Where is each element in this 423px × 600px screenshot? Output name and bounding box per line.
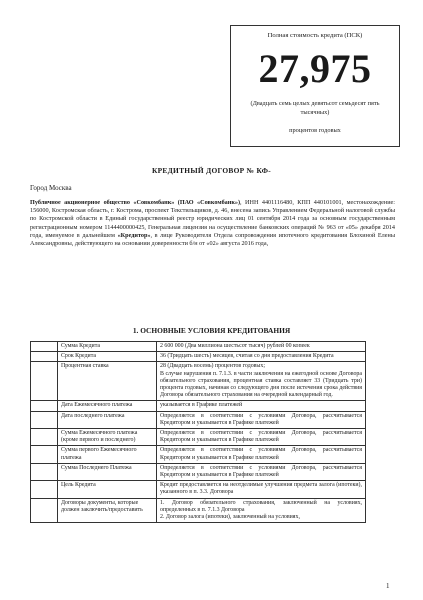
rate-penalty-clause: В случае нарушения п. 7.1.3. в части заключения на ежегодной основе Договора обязательного страхования, процентная ставка составляет 33 (Тридцать три) процента годовых, начиная со следующего дня после истечения срока действия Договора обязательного страхования на очередной календарный год. xyxy=(160,370,362,399)
rate-value: 28 (Двадцать восемь) процентов годовых; xyxy=(160,363,265,370)
psk-value-words: (Двадцать семь целых девятьсот семьдесят пять тысячных) xyxy=(250,100,380,116)
table-row xyxy=(31,352,366,362)
city-line: Город Москва xyxy=(30,184,72,192)
credit-terms-table xyxy=(30,341,366,523)
row-label: Дата последнего платежа xyxy=(58,411,157,428)
section-title: 1. ОСНОВНЫЕ УСЛОВИЯ КРЕДИТОВАНИЯ xyxy=(132,326,291,335)
preamble-text-2: , в лице Руководителя Отдела сопровождения ипотечного кредитования Блохиной Елены Александровны, действующего на основании доверенности б/н от «02» августа 2016 года, xyxy=(30,231,395,248)
psk-unit: процентов годовых xyxy=(289,127,341,134)
row-value: Определяется в соответствии с условиями Договора, рассчитывается Кредитором и указывается в Графике платежей xyxy=(157,463,366,480)
creditor-term: «Кредитор» xyxy=(117,231,151,239)
preamble-text-1: , ИНН 4401116480, КПП 440101001, местонахождение: 156000, Костромская область, г. Кострома, проспект Текстильщиков, д. 46, внесена запись Управлением Федеральной налоговой службы по Костромской области в Единый государственный реестр юридических лиц 01 сентября 2014 года за основным государственным регистрационным номером 1144400000425, Генеральная лицензия на осуществление банковских операций № 963 от «05» декабря 2014 года, именуемое в дальнейшем xyxy=(30,199,395,239)
table-row xyxy=(31,429,366,446)
row-value: Кредит предоставляется на неотделимые улучшения предмета залога (ипотеки), указанного в п. 3.3. Договора xyxy=(157,481,366,498)
row-value: Определяется в соответствии с условиями Договора, рассчитывается Кредитором и указывается в Графике платежей xyxy=(157,429,366,446)
row-value xyxy=(157,498,366,523)
row-value: Определяется в соответствии с условиями Договора, рассчитывается Кредитором и указывается в Графике платежей xyxy=(157,411,366,428)
psk-value: 27,975 xyxy=(258,46,372,91)
bank-name: Публичное акционерное общество «Совкомбанк» (ПАО «Совкомбанк») xyxy=(30,199,241,206)
table-row xyxy=(31,401,366,411)
row-label: Сумма Кредита xyxy=(58,342,157,352)
row-label: Сумма Ежемесячного платежа (кроме первого и последнего) xyxy=(58,429,157,446)
row-value xyxy=(157,362,366,401)
table-row xyxy=(31,498,366,523)
list-item: 2. Договор залога (ипотеки), заключенный на условиях, xyxy=(160,514,300,521)
table-row xyxy=(31,446,366,463)
table-row xyxy=(31,342,366,352)
row-value: указывается в Графике платежей xyxy=(157,401,366,411)
row-value: 36 (Тридцать шесть) месяцев, считая со дня предоставления Кредита xyxy=(157,352,366,362)
row-label: Сумма первого Ежемесячного платежа xyxy=(58,446,157,463)
row-value: 2 600 000 (Два миллиона шестьсот тысяч) рублей 00 копеек xyxy=(157,342,366,352)
row-label: Цель Кредита xyxy=(58,481,157,498)
table-row xyxy=(31,362,366,401)
row-value: Определяется в соответствии с условиями Договора, рассчитывается Кредитором и указывается в Графике платежей xyxy=(157,446,366,463)
psk-title: Полная стоимость кредита (ПСК) xyxy=(267,32,363,39)
row-label: Договоры документы, которые должен заключить/предоставить xyxy=(58,498,157,523)
document-title: КРЕДИТНЫЙ ДОГОВОР № КФ- xyxy=(151,166,272,175)
table-row xyxy=(31,411,366,428)
psk-box xyxy=(230,25,400,147)
row-label: Процентная ставка xyxy=(58,362,157,401)
preamble-paragraph xyxy=(30,199,395,248)
row-label: Дата Ежемесячного платежа xyxy=(58,401,157,411)
table-row xyxy=(31,481,366,498)
table-row xyxy=(31,463,366,480)
row-label: Срок Кредита xyxy=(58,352,157,362)
row-label: Сумма Последнего Платежа xyxy=(58,463,157,480)
page-number: 1 xyxy=(386,582,390,590)
list-item: 1. Договор обязательного страхования, заключенный на условиях, определенных в п. 7.1.3 Договора xyxy=(160,499,362,513)
